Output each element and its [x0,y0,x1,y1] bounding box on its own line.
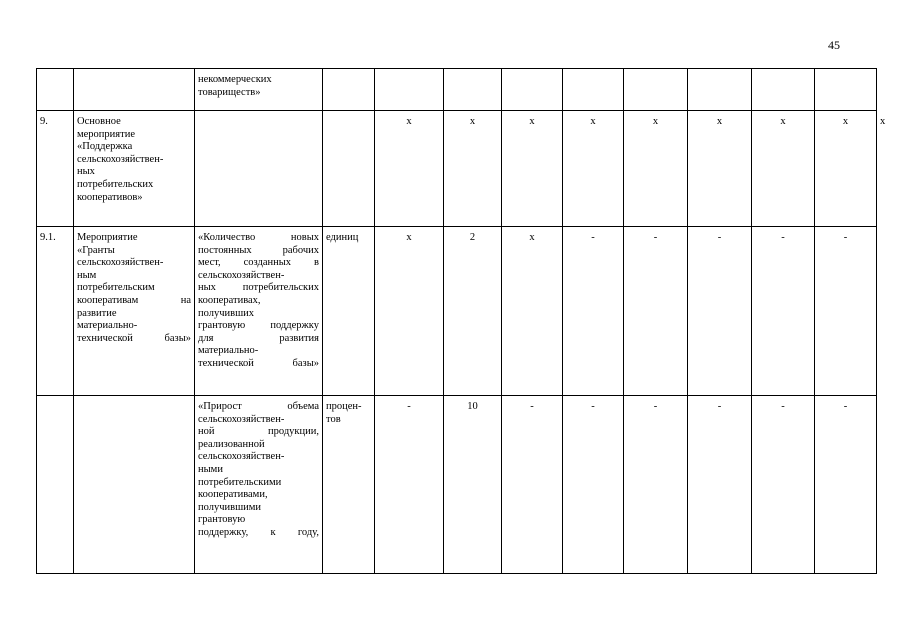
cell-value: - [688,396,752,574]
table-row [37,396,877,574]
cell-line: ными [198,463,223,475]
cell-number [37,69,74,111]
cell-value: - [688,227,752,396]
cell-indicator [195,69,323,111]
cell-value: - [375,396,444,574]
cell-unit [323,227,375,396]
cell-activity-name [74,227,195,396]
cell-line: ным [77,269,97,281]
cell-value: х [502,111,563,227]
cell-number: 9.1. [37,227,74,396]
cell-indicator [195,111,323,227]
cell-value [444,69,502,111]
cell-line: сельскохозяйствен- [77,153,164,165]
cell-unit [323,111,375,227]
cell-line: получивших [198,307,255,319]
cell-line: сельскохозяйствен- [77,257,164,269]
cell-line: кооперативами, [198,489,268,501]
cell-line: грантовую [198,514,246,526]
cell-line: некоммерческих [198,74,272,85]
cell-unit [323,396,375,574]
cell-value: - [815,227,877,396]
cell-line: потребительскими [198,476,282,488]
cell-line: кооперативов» [77,191,143,203]
cell-line: «Гранты [77,244,115,256]
cell-value [502,69,563,111]
cell-value: - [563,227,624,396]
cell-line: мест, созданных в [198,257,319,269]
page-number: 45 [828,38,840,52]
cell-line: «Прирост объема [198,401,319,412]
cell-value: 10 [444,396,502,574]
cell-value: - [752,396,815,574]
cell-number [37,396,74,574]
cell-value [752,69,815,111]
table-row [37,227,877,396]
cell-activity-name [74,396,195,574]
cell-value [688,69,752,111]
table-row [37,69,877,111]
cell-activity-name [74,111,195,227]
cell-value: - [502,396,563,574]
cell-value [375,69,444,111]
cell-value: х [688,111,752,227]
cell-unit [323,69,375,111]
cell-line: единиц [326,232,359,243]
cell-value: - [624,227,688,396]
cell-line: для развития [198,332,319,344]
cell-line: получившими [198,501,262,513]
cell-line: Основное [77,116,121,127]
cell-value: 2 [444,227,502,396]
cell-line: сельскохозяйствен- [198,413,285,425]
cell-value: х [624,111,688,227]
cell-value: х [563,111,624,227]
cell-line: постоянных рабочих [198,244,319,256]
cell-line: технической базы» [77,332,191,344]
cell-line: ных потребительских [198,282,319,294]
cell-value: х [502,227,563,396]
cell-line: реализованной [198,438,265,450]
cell-line: потребительским [77,282,155,294]
cell-value: - [815,396,877,574]
cell-value: х [375,227,444,396]
cell-line: сельскохозяйствен- [198,269,285,281]
cell-line: технической базы» [198,357,319,369]
cell-line: ных [77,166,95,178]
cell-value: - [752,227,815,396]
cell-line: кооперативам на [77,294,191,306]
cell-activity-name [74,69,195,111]
cell-value: х [815,111,877,227]
cell-value: - [624,396,688,574]
cell-line: грантовую поддержку [198,320,319,332]
cell-line: сельскохозяйствен- [198,451,285,463]
cell-line: материально- [198,345,259,357]
cell-line: тов [326,413,341,425]
cell-value: х [752,111,815,227]
cell-line: «Количество новых [198,232,319,243]
cell-value: - [563,396,624,574]
cell-indicator [195,396,323,574]
cell-value [815,69,877,111]
program-table [36,68,886,574]
cell-number: 9. [37,111,74,227]
cell-indicator [195,227,323,396]
cell-line: товариществ» [198,86,261,98]
cell-line: ной продукции, [198,426,319,438]
cell-value: х [444,111,502,227]
cell-line: процен- [326,401,362,412]
cell-line: материально- [77,320,138,332]
cell-line: поддержку, к году, [198,526,319,538]
cell-line: кооперативах, [198,294,261,306]
cell-line: потребительских [77,178,154,190]
cell-line: Мероприятие [77,232,138,243]
cell-value: х [375,111,444,227]
cell-line: развитие [77,307,117,319]
cell-line: мероприятие [77,128,135,140]
cell-value [624,69,688,111]
cell-line: «Поддержка [77,141,133,153]
table-row: 9. Основное мероприятие «Поддержка сельскохозяйствен- ных потребительских кооперативов» х х х х х х х х х [37,111,877,227]
cell-value [563,69,624,111]
